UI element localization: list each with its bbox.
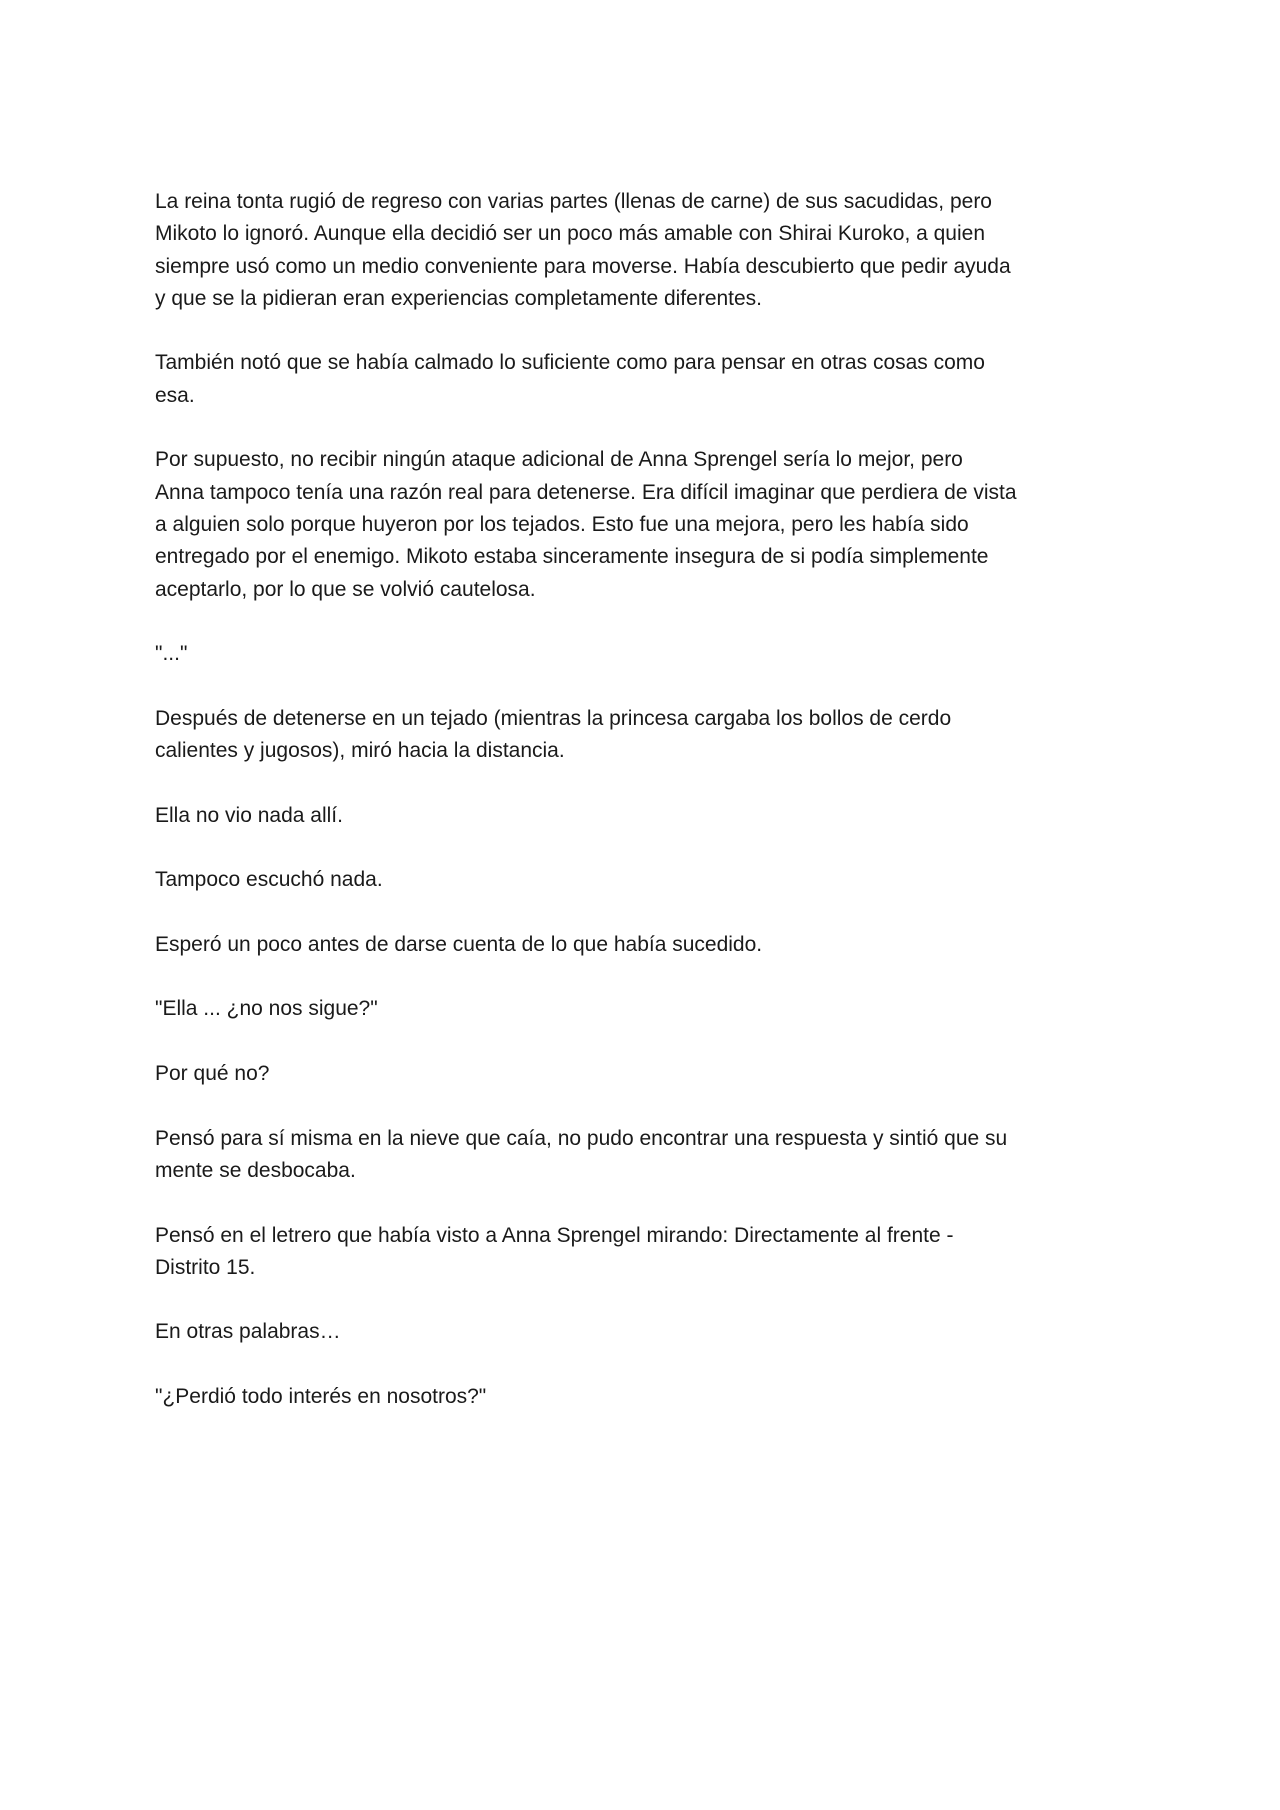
paragraph	[155, 1381, 1155, 1413]
text-line: a alguien solo porque huyeron por los tejados. Esto fue una mejora, pero les había sido	[155, 512, 969, 536]
paragraph	[155, 638, 1155, 670]
text-line: Anna tampoco tenía una razón real para detenerse. Era difícil imaginar que perdiera de vista	[155, 480, 1017, 504]
text-line: Ella no vio nada allí.	[155, 803, 343, 827]
paragraph	[155, 1316, 1155, 1348]
text-line: entregado por el enemigo. Mikoto estaba sinceramente insegura de si podía simplemente	[155, 545, 989, 569]
text-line: Distrito 15.	[155, 1255, 256, 1279]
text-line: Por supuesto, no recibir ningún ataque adicional de Anna Sprengel sería lo mejor, pero	[155, 448, 963, 472]
text-line: Esperó un poco antes de darse cuenta de lo que había sucedido.	[155, 932, 763, 956]
paragraph	[155, 444, 1155, 605]
text-line: En otras palabras…	[155, 1320, 341, 1344]
paragraph	[155, 1123, 1155, 1188]
text-line: aceptarlo, por lo que se volvió cautelosa.	[155, 577, 536, 601]
text-line: siempre usó como un medio conveniente para moverse. Había descubierto que pedir ayuda	[155, 254, 1011, 278]
paragraph	[155, 1220, 1155, 1285]
text-line: esa.	[155, 383, 195, 407]
text-line: Pensó en el letrero que había visto a Anna Sprengel mirando: Directamente al frente -	[155, 1223, 954, 1247]
text-line: Por qué no?	[155, 1062, 270, 1086]
paragraph	[155, 186, 1155, 315]
text-line: "..."	[155, 642, 188, 666]
text-line: mente se desbocaba.	[155, 1158, 356, 1182]
paragraph	[155, 703, 1155, 768]
text-line: Pensó para sí misma en la nieve que caía, no pudo encontrar una respuesta y sintió que su	[155, 1126, 1008, 1150]
paragraph	[155, 929, 1155, 961]
text-line: "¿Perdió todo interés en nosotros?"	[155, 1384, 487, 1408]
text-line: La reina tonta rugió de regreso con varias partes (llenas de carne) de sus sacudidas, pero	[155, 190, 992, 213]
document-page	[155, 186, 1155, 1446]
text-line: Mikoto lo ignoró. Aunque ella decidió ser un poco más amable con Shirai Kuroko, a quien	[155, 222, 986, 246]
text-line: "Ella ... ¿no nos sigue?"	[155, 997, 378, 1021]
text-line: calientes y jugosos), miró hacia la distancia.	[155, 739, 565, 763]
paragraph	[155, 1058, 1155, 1090]
text-line: Después de detenerse en un tejado (mientras la princesa cargaba los bollos de cerdo	[155, 706, 952, 730]
paragraph	[155, 800, 1155, 832]
text-line: y que se la pidieran eran experiencias completamente diferentes.	[155, 286, 763, 310]
paragraph	[155, 993, 1155, 1025]
text-line: Tampoco escuchó nada.	[155, 868, 383, 892]
paragraph	[155, 347, 1155, 412]
paragraph	[155, 864, 1155, 896]
text-line: También notó que se había calmado lo suficiente como para pensar en otras cosas como	[155, 351, 985, 375]
